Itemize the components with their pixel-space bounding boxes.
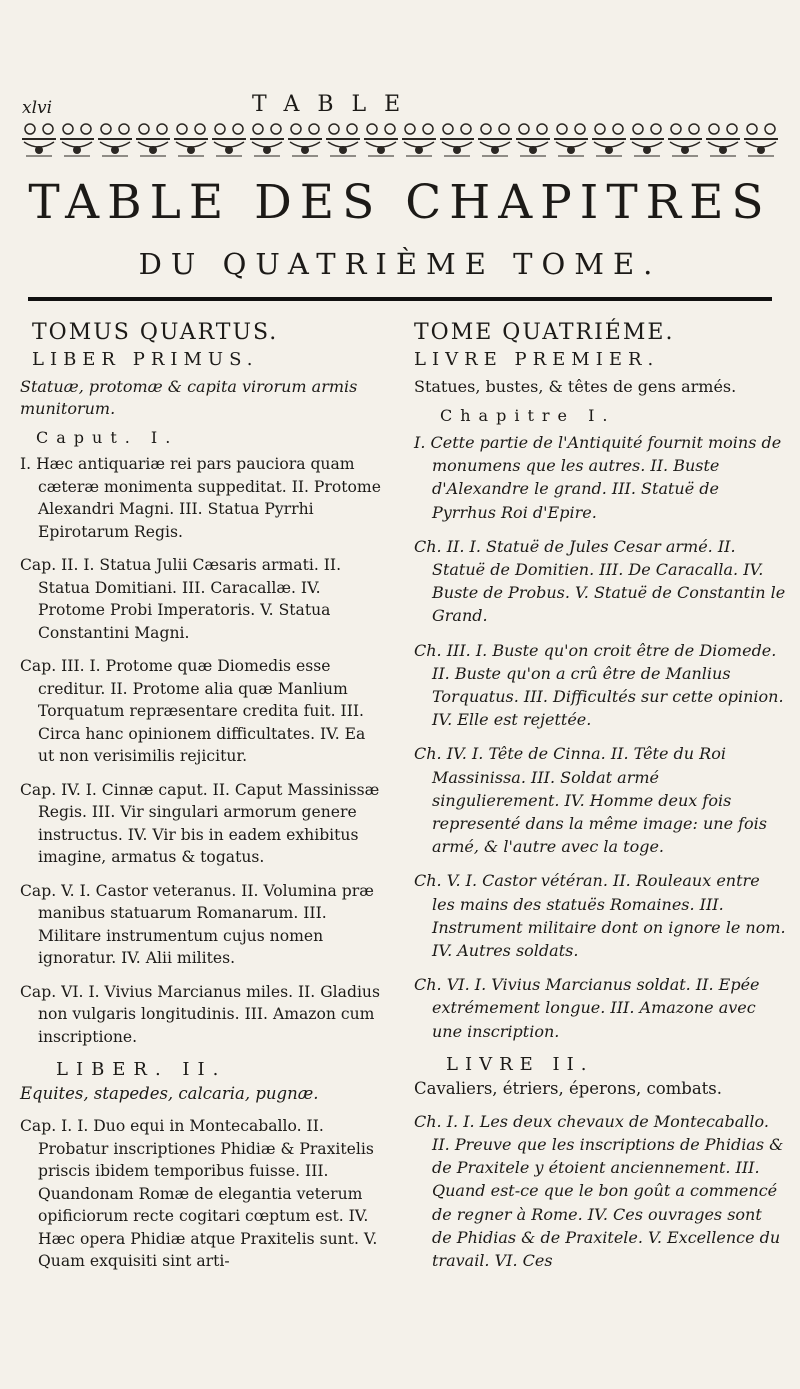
french-book2-heading: LIVRE II. <box>446 1053 594 1075</box>
french-entry: Ch. V. I. Castor vétéran. II. Rouleaux entre les mains des statuës Romaines. III. Instrument militaire dont on ignore le nom. IV. Autres soldats. <box>414 871 786 961</box>
french-chapter-heading: Chapitre I. <box>440 406 616 425</box>
latin-tome-heading: TOMUS QUARTUS. <box>32 320 279 345</box>
latin-entry: Cap. II. I. Statua Julii Cæsaris armati. II. Statua Domitiani. III. Caracallæ. IV. Protome Probi Imperatoris. V. Statua Constantini Magni. <box>20 556 342 642</box>
main-title: TABLE DES CHAPITRES <box>28 175 772 230</box>
latin-entry: Cap. III. I. Protome quæ Diomedis esse creditur. II. Protome alia quæ Manlium Torquatum repræsentare credita fuit. III. Circa hanc opinionem difficultates. IV. Ea ut non verisimilis rejicitur. <box>20 657 366 765</box>
french-entry: Ch. VI. I. Vivius Marcianus soldat. II. Epée extrémement longue. III. Amazone avec une inscription. <box>414 975 760 1041</box>
french-tome-heading: TOME QUATRIÉME. <box>414 320 675 345</box>
french-entry: I. Cette partie de l'Antiquité fournit moins de monumens que les autres. II. Buste d'Alexandre le grand. III. Statuë de Pyrrhus Roi d'Epire. <box>414 433 782 522</box>
latin-book-subject: Statuæ, protomæ & capita virorum armis munitorum. <box>20 377 358 418</box>
french-book-subject: Statues, bustes, & têtes de gens armés. <box>414 377 737 396</box>
main-subtitle: DU QUATRIÈME TOME. <box>138 247 662 281</box>
french-book2-subject: Cavaliers, étriers, éperons, combats. <box>414 1078 723 1098</box>
latin-entry: Cap. I. I. Duo equi in Montecaballo. II. Probatur inscriptiones Phidiæ & Praxitelis priscis ibidem temporibus fuisse. III. Quandonam Romæ de elegantia veterum opificiorum recte cogitari cœptum est. IV. Hæc opera Phidiæ atque Praxitelis sunt. V. Quam exquisiti sint arti- <box>20 1117 378 1270</box>
french-entry: Ch. I. I. Les deux chevaux de Montecaballo. II. Preuve que les inscriptions de Phidias & de Praxitele y étoient anciennement. III. Quand est-ce que le bon goût a commencé de regner à Rome. IV. Ces ouvrages sont de Phidias & de Praxitele. V. Excellence du travail. VI. Ces <box>414 1111 784 1271</box>
ornament-band <box>20 118 780 160</box>
latin-entry: I. Hæc antiquariæ rei pars pauciora quam cæteræ monimenta suppeditat. II. Protome Alexandri Magni. III. Statua Pyrrhi Epirotarum Regis. <box>20 455 381 541</box>
latin-entry: Cap. IV. I. Cinnæ caput. II. Caput Massinissæ Regis. III. Vir singulari armorum genere instructus. IV. Vir bis in eadem exhibitus imagine, armatus & togatus. <box>20 780 380 866</box>
french-entry: Ch. IV. I. Tête de Cinna. II. Tête du Roi Massinissa. III. Soldat armé singulierement. IV. Homme deux fois representé dans la même image: une fois armé, & l'autre avec la toge. <box>414 744 767 857</box>
title-rule <box>28 297 772 301</box>
page-number: xlvi <box>22 98 53 118</box>
french-book-heading: LIVRE PREMIER. <box>414 349 660 370</box>
latin-book-heading: LIBER PRIMUS. <box>32 349 259 370</box>
french-column <box>414 320 786 1283</box>
latin-book2-heading: LIBER. II. <box>56 1059 227 1080</box>
latin-column <box>20 320 382 1284</box>
french-entry: Ch. II. I. Statuë de Jules Cesar armé. II. Statuë de Domitien. III. De Caracalla. IV. Buste de Probus. V. Statuë de Constantin le Grand. <box>414 536 786 626</box>
latin-entry: Cap. V. I. Castor veteranus. II. Volumina præ manibus statuarum Romanarum. III. Militare instrumentum cujus nomen ignoratur. IV. Alii milites. <box>20 881 374 967</box>
running-title: TABLE <box>252 92 419 117</box>
latin-chapter-heading: Caput. I. <box>36 428 179 447</box>
french-entry: Ch. III. I. Buste qu'on croit être de Diomede. II. Buste qu'on a crû être de Manlius Torquatus. III. Difficultés sur cette opinion. IV. Elle est rejettée. <box>414 640 784 730</box>
latin-entry: Cap. VI. I. Vivius Marcianus miles. II. Gladius non vulgaris longitudinis. III. Amazon cum inscriptione. <box>20 982 380 1046</box>
latin-book2-subject: Equites, stapedes, calcaria, pugnæ. <box>20 1084 319 1103</box>
